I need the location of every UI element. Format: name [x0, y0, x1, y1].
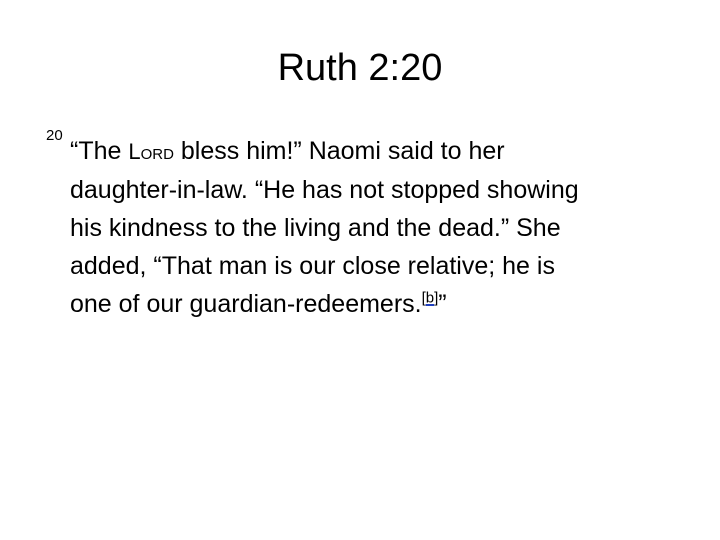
- verse-line-2: daughter-in-law. “He has not stopped showing: [70, 176, 579, 204]
- verse-line-5: [70, 285, 670, 323]
- verse-line-4: added, “That man is our close relative; he is: [70, 252, 555, 280]
- verse-line-1-rest: bless him!” Naomi said to her: [173, 137, 505, 165]
- verse-text: [46, 127, 670, 323]
- verse-line-1: [70, 132, 670, 171]
- lord-small-caps: Lord: [128, 139, 174, 164]
- verse-number: 20: [46, 127, 63, 144]
- closing-quote: ”: [438, 290, 447, 318]
- verse-line-3: his kindness to the living and the dead.” She: [70, 214, 561, 242]
- verse-open-text: “The: [70, 137, 129, 165]
- slide-title: Ruth 2:20: [277, 47, 443, 89]
- footnote-link-b[interactable]: b: [425, 289, 435, 307]
- footnote-marker: [422, 290, 439, 307]
- footnote-close-bracket: ]: [434, 289, 439, 307]
- footnote-open-bracket: [: [421, 289, 426, 307]
- verse-line-5-text: one of our guardian-redeemers.: [70, 290, 422, 318]
